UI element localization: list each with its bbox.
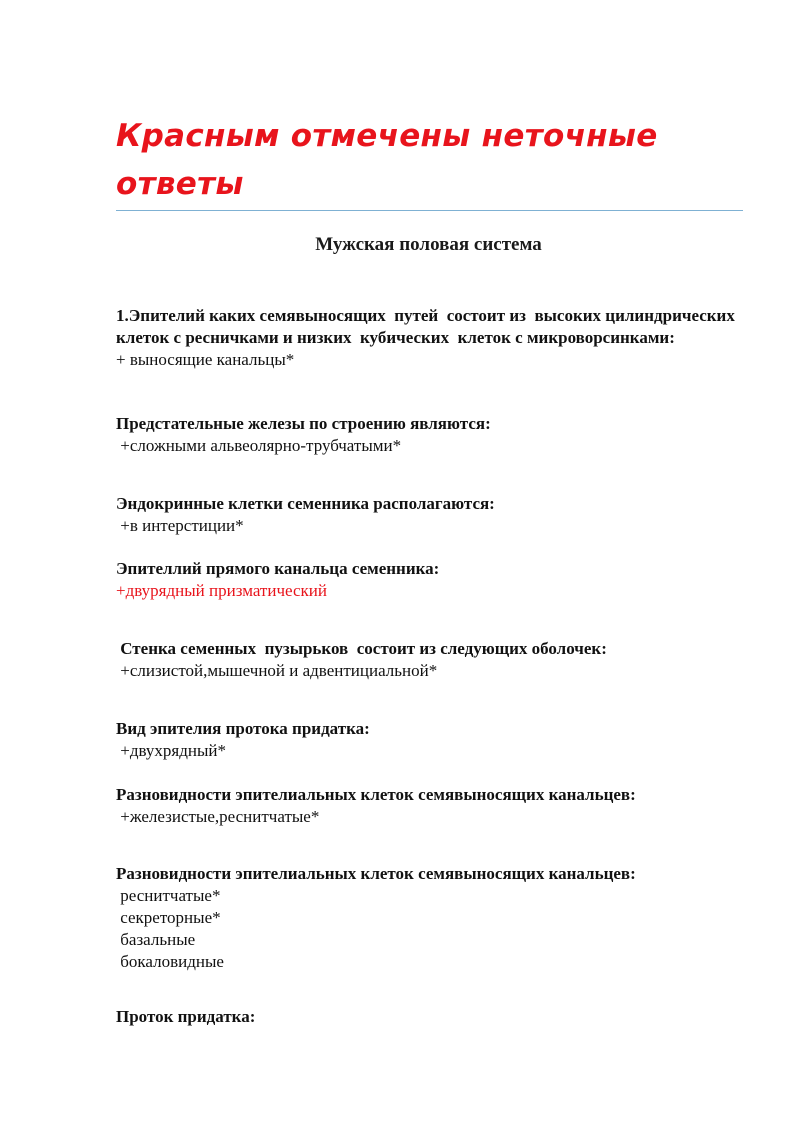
question-text: Эндокринные клетки семенника располагаются: <box>116 494 495 513</box>
question-block-3 <box>116 493 736 537</box>
answer-text: секреторные* <box>116 908 221 927</box>
question-text: Стенка семенных пузырьков состоит из следующих оболочек: <box>116 639 607 658</box>
question-block-4 <box>116 558 736 602</box>
answer-text: +железистые,реснитчатые* <box>116 807 320 826</box>
answer-text: бокаловидные <box>116 952 224 971</box>
question-text: Разновидности эпителиальных клеток семявыносящих канальцев: <box>116 785 636 804</box>
answer-text: +слизистой,мышечной и адвентициальной* <box>116 661 438 680</box>
question-block-1 <box>116 305 740 371</box>
incorrect-answer-text: +двурядный призматический <box>116 581 327 600</box>
section-heading: Мужская половая система <box>315 234 542 255</box>
answer-text: + выносящие канальцы* <box>116 350 295 369</box>
answer-text: реснитчатые* <box>116 886 221 905</box>
question-text: Разновидности эпителиальных клеток семявыносящих канальцев: <box>116 864 636 883</box>
question-block-9 <box>116 1006 736 1028</box>
question-block-6 <box>116 718 736 762</box>
question-text: Предстательные железы по строению являются: <box>116 414 491 433</box>
question-text: Вид эпителия протока придатка: <box>116 719 370 738</box>
question-text: Проток придатка: <box>116 1007 256 1026</box>
answer-text: +в интерстиции* <box>116 516 244 535</box>
title-divider <box>116 210 743 211</box>
question-block-8 <box>116 863 736 973</box>
answer-text: +сложными альвеолярно-трубчатыми* <box>116 436 402 455</box>
question-block-7 <box>116 784 736 828</box>
question-text: Эпителлий прямого канальца семенника: <box>116 559 440 578</box>
page-title: Красным отмечены неточные ответы <box>116 118 658 202</box>
question-block-2 <box>116 413 736 457</box>
answer-text: базальные <box>116 930 196 949</box>
question-text: 1.Эпителий каких семявыносящих путей состоит из высоких цилиндрических клеток с ресничками и низких кубических клеток с микроворсинками: <box>116 306 740 347</box>
answer-text: +двухрядный* <box>116 741 227 760</box>
question-block-5 <box>116 638 736 682</box>
